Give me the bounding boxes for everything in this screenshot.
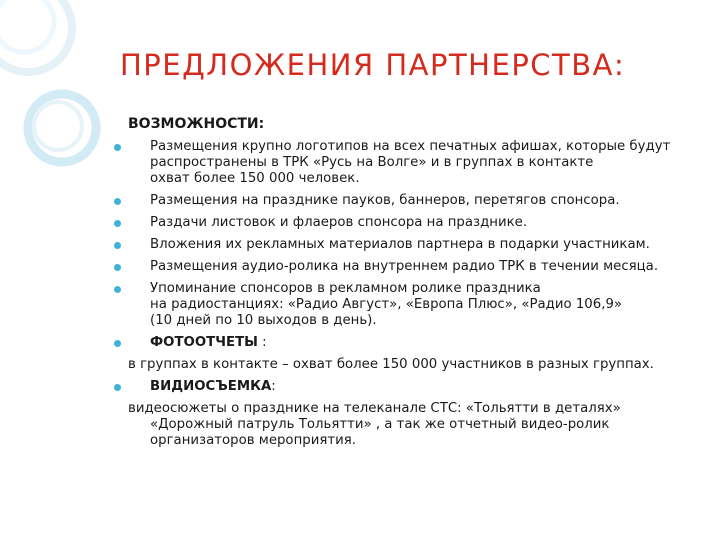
bullet-line: на радиостанциях: «Радио Август», «Европа Плюс», «Радио 106,9» xyxy=(150,297,623,312)
page-title: ПРЕДЛОЖЕНИЯ ПАРТНЕРСТВА: xyxy=(120,48,626,82)
video-heading xyxy=(128,379,708,395)
bullet-item xyxy=(128,215,708,231)
content-body xyxy=(128,116,708,455)
bullet-line: Размещения аудио-ролика на внутреннем радио ТРК в течении месяца. xyxy=(150,259,659,274)
photo-text: в группах в контакте – охват более 150 000 участников в разных группах. xyxy=(128,357,654,372)
bullet-item xyxy=(128,237,708,253)
bullet-item xyxy=(128,281,708,329)
bullet-list xyxy=(128,139,708,329)
bullet-line: Размещения крупно логотипов на всех печатных афишах, которые будут xyxy=(150,139,671,154)
video-heading-text: ВИДИОСЪЕМКА xyxy=(150,379,272,394)
bullet-line: Размещения на празднике пауков, баннеров, перетягов спонсора. xyxy=(150,193,620,208)
video-line: организаторов мероприятия. xyxy=(150,433,356,448)
decorative-circles xyxy=(0,0,140,200)
bullet-item xyxy=(128,259,708,275)
section-heading: ВОЗМОЖНОСТИ: xyxy=(128,116,265,132)
video-line: видеосюжеты о празднике на телеканале СТС: «Тольятти в деталях» xyxy=(128,401,621,416)
bullet-line: Упоминание спонсоров в рекламном ролике праздника xyxy=(150,281,541,296)
video-heading-tail: : xyxy=(271,379,276,394)
bullet-line: охват более 150 000 человек. xyxy=(150,171,360,186)
bullet-line: (10 дней по 10 выходов в день). xyxy=(150,313,377,328)
bullet-line: распространены в ТРК «Русь на Волге» и в группах в контакте xyxy=(150,155,594,170)
photo-heading-tail: : xyxy=(257,335,267,350)
video-line: «Дорожный патруль Тольятти» , а так же отчетный видео-ролик xyxy=(150,417,610,432)
photo-heading-text: ФОТООТЧЕТЫ xyxy=(150,335,258,350)
photo-heading xyxy=(128,335,708,351)
bullet-line: Раздачи листовок и флаеров спонсора на празднике. xyxy=(150,215,528,230)
video-text xyxy=(128,401,708,449)
bullet-item xyxy=(128,139,708,187)
bullet-item xyxy=(128,193,708,209)
bullet-line: Вложения их рекламных материалов партнера в подарки участникам. xyxy=(150,237,650,252)
